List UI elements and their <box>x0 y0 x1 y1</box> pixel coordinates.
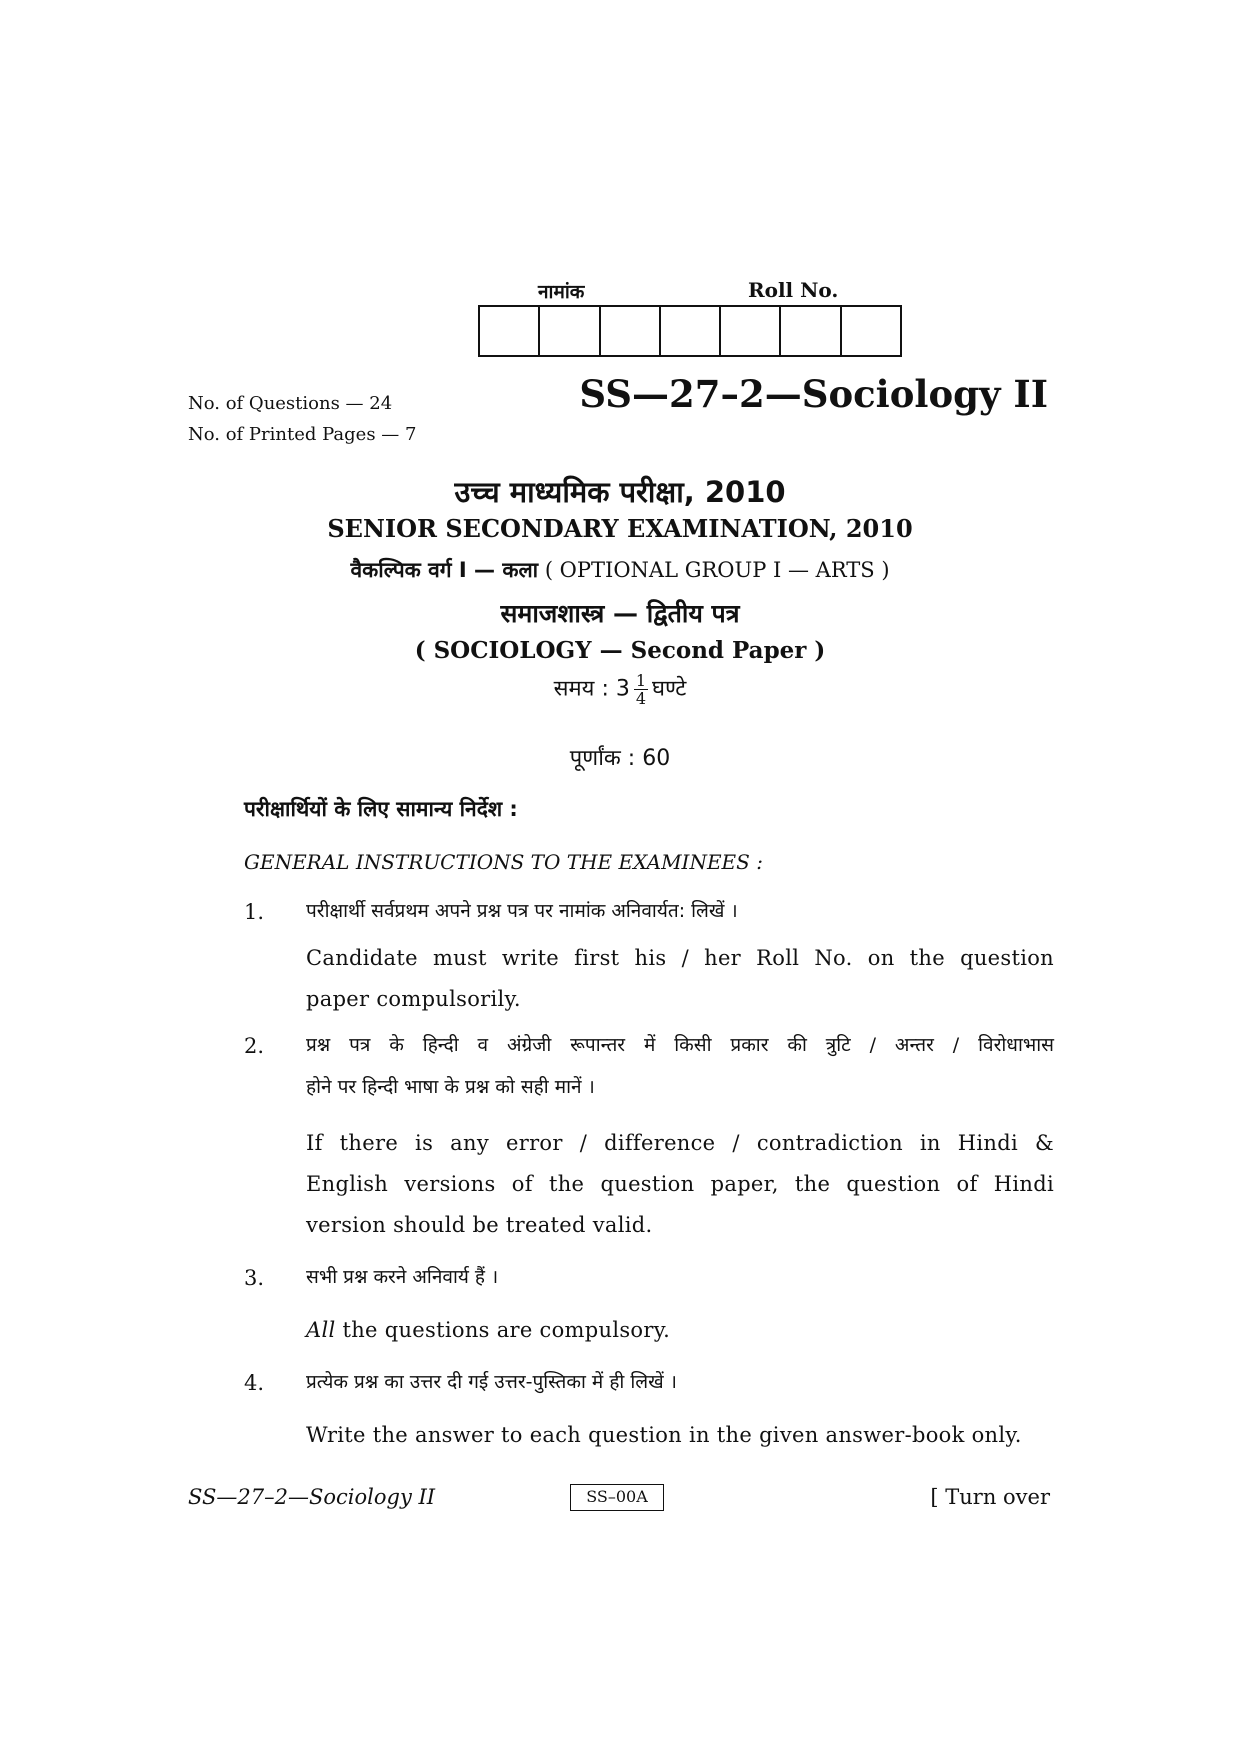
instruction-1-hindi: परीक्षार्थी सर्वप्रथम अपने प्रश्न पत्र पर नामांक अनिवार्यत: लिखें । <box>306 900 738 922</box>
optional-group <box>0 556 1240 584</box>
roll-number-labels <box>478 278 904 306</box>
fraction-numerator: 1 <box>635 671 647 690</box>
roll-digit-box[interactable] <box>781 307 841 355</box>
subject-english: ( SOCIOLOGY — Second Paper ) <box>414 637 826 664</box>
roll-digit-box[interactable] <box>480 307 540 355</box>
maximum-marks: पूर्णांक : 60 <box>569 746 671 771</box>
roll-digit-box[interactable] <box>842 307 900 355</box>
instruction-number: 2. <box>244 1034 265 1058</box>
instruction-1-english-line: Candidate must write first his / her Roll No. on the question <box>306 946 1054 970</box>
roll-digit-box[interactable] <box>661 307 721 355</box>
paper-code: SS—27–2—Sociology II <box>579 372 1048 416</box>
instruction-2-hindi-line: प्रश्न पत्र के हिन्दी व अंग्रेजी रूपान्तर में किसी प्रकार की त्रुटि / अन्तर / विरोधाभास <box>306 1034 1054 1056</box>
roll-digit-box[interactable] <box>721 307 781 355</box>
subject-hindi: समाजशास्त्र — द्वितीय पत्र <box>500 599 740 628</box>
emphasis-all: All <box>306 1318 336 1342</box>
instruction-3-hindi: सभी प्रश्न करने अनिवार्य हैं । <box>306 1266 499 1288</box>
instruction-number: 3. <box>244 1266 265 1290</box>
fraction-denominator: 4 <box>635 689 647 708</box>
instruction-1-english-line: paper compulsorily. <box>306 987 521 1011</box>
printed-pages-count: No. of Printed Pages — 7 <box>188 424 417 445</box>
footer-series-code: SS–00A <box>570 1484 664 1511</box>
instruction-4-english: Write the answer to each question in the given answer-book only. <box>306 1423 1022 1447</box>
roll-number-boxes[interactable] <box>478 305 902 357</box>
exam-duration <box>0 672 1240 707</box>
group-english: ( OPTIONAL GROUP I — ARTS ) <box>544 558 890 582</box>
turn-over-note: [ Turn over <box>930 1485 1050 1509</box>
instruction-number: 4. <box>244 1371 265 1395</box>
instructions-heading-english: GENERAL INSTRUCTIONS TO THE EXAMINEES : <box>244 850 763 874</box>
time-fraction <box>634 672 648 707</box>
instruction-2-english-line: If there is any error / difference / contradiction in Hindi & <box>306 1131 1054 1155</box>
questions-count: No. of Questions — 24 <box>188 393 393 414</box>
instruction-2-english-line: English versions of the question paper, the question of Hindi <box>306 1172 1054 1196</box>
instructions-heading-hindi: परीक्षार्थियों के लिए सामान्य निर्देश : <box>244 797 518 821</box>
roll-digit-box[interactable] <box>540 307 600 355</box>
instruction-4-hindi: प्रत्येक प्रश्न का उत्तर दी गई उत्तर-पुस्तिका में ही लिखें । <box>306 1371 677 1393</box>
roll-label-english: Roll No. <box>748 278 839 302</box>
instruction-2-english-line: version should be treated valid. <box>306 1213 653 1237</box>
instruction-number: 1. <box>244 900 265 924</box>
footer-paper-code: SS—27–2—Sociology II <box>188 1485 436 1509</box>
time-suffix: घण्टे <box>652 676 687 702</box>
exam-title-english: SENIOR SECONDARY EXAMINATION, 2010 <box>327 514 913 543</box>
time-prefix: समय : 3 <box>553 676 630 702</box>
group-hindi: वैकल्पिक वर्ग I — कला <box>350 558 539 582</box>
instruction-3-english <box>306 1318 1054 1342</box>
instruction-2-hindi-line: होने पर हिन्दी भाषा के प्रश्न को सही मानें । <box>306 1076 595 1098</box>
roll-label-hindi: नामांक <box>538 281 585 303</box>
roll-digit-box[interactable] <box>601 307 661 355</box>
instruction-3-english-rest: the questions are compulsory. <box>335 1318 671 1342</box>
exam-title-hindi: उच्च माध्यमिक परीक्षा, 2010 <box>454 475 786 509</box>
